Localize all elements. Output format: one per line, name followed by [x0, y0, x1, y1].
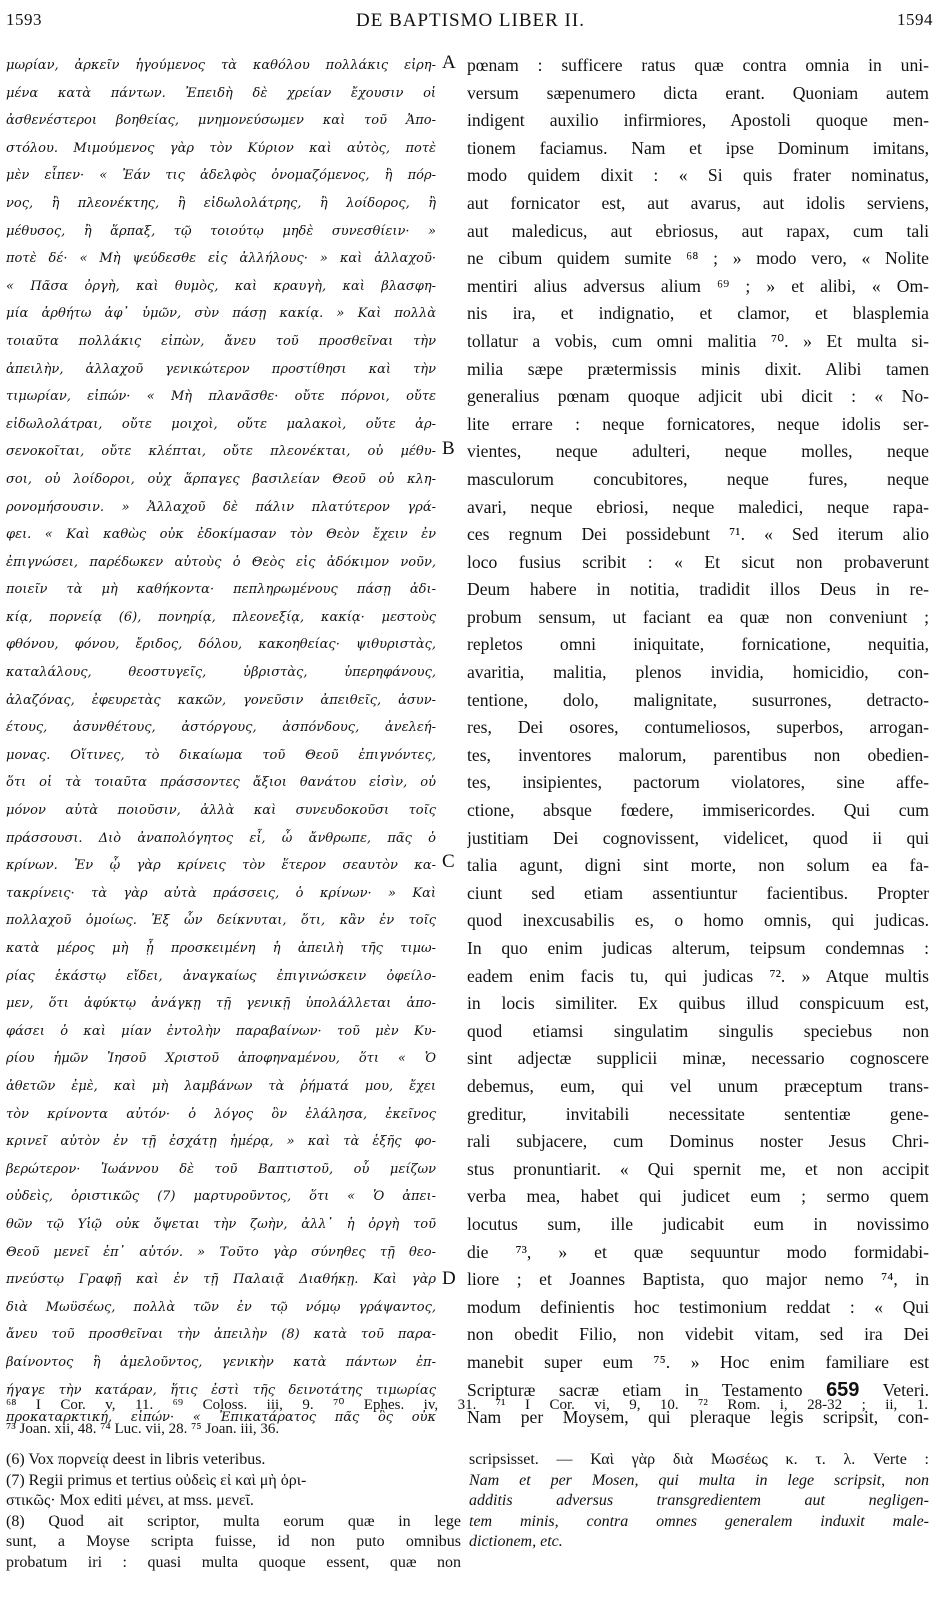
margin-letter-a: A: [442, 52, 456, 73]
margin-letter-b: B: [442, 438, 455, 459]
greek-text-line: διὰ Μωϋσέως, πολλὰ τῶν ἐν τῷ νόμῳ γράψαντος,: [6, 1299, 436, 1315]
greek-text-line: νος, ἢ πλεονέκτης, ἢ εἰδωλολάτρης, ἢ λοίδορος, ἢ: [6, 195, 436, 211]
latin-text-line: locutus sum, ille judicabit eum in novissimo: [467, 1213, 929, 1234]
latin-text-line: nis ira, et indignatio, et clamor, et blasplemia: [467, 303, 929, 324]
latin-text-line: quod inexcusabilis es, o homo omnis, qui judicas.: [467, 910, 929, 931]
latin-text-line: rali subjacere, cum Dominus noster Jesus Chri-: [467, 1131, 929, 1152]
greek-text-line: ἄνευ τοῦ προσθεῖναι τὴν ἀπειλὴν (8) κατὰ τοῦ παρα-: [6, 1327, 436, 1343]
greek-text-line: φάσει ὁ καὶ μίαν ἐντολὴν παραβαίνων· τοῦ μὲν Κυ-: [6, 1023, 436, 1039]
latin-text-line: generalius pœnam quoque adjicit ubi dicit : « No-: [467, 386, 929, 407]
latin-text-line: milia sæpe prætermissis minis dixit. Alibi tamen: [467, 358, 929, 379]
latin-text-line: ces regnum Dei possidebunt ⁷¹. « Sed iterum alio: [467, 524, 929, 545]
margin-letter-d: D: [442, 1268, 456, 1289]
latin-text-line: liore ; et Joannes Baptista, quo major nemo ⁷⁴, in: [467, 1269, 929, 1290]
greek-text-line: ρονομήσουσιν. » Ἀλλαχοῦ δὲ πάλιν πλατύτερον γρά-: [6, 499, 436, 515]
greek-text-line: « Πᾶσα ὀργὴ, καὶ θυμὸς, καὶ κραυγὴ, καὶ βλασφη-: [6, 278, 436, 294]
greek-text-line: ἀλαζόνας, ἐφευρετὰς κακῶν, γονεῦσιν ἀπειθεῖς, ἀσυν-: [6, 692, 436, 708]
greek-text-line: τιμωρίαν, εἰπών· « Μὴ πλανᾶσθε· οὔτε πόρνοι, οὔτε: [6, 389, 436, 405]
greek-text-line: τακρίνεις· τὰ γὰρ αὐτὰ πράσσεις, ὁ κρίνων· » Καὶ: [6, 885, 436, 901]
greek-text-line: ρίας ἑκάστῳ εἴδει, ἀναγκαίως ἐπιγινώσκειν ὀφείλο-: [6, 968, 436, 984]
note-line: sunt, a Moyse scripta fuisse, id non puto omnibus: [6, 1533, 461, 1550]
greek-text-line: οὐδεὶς, ὁριστικῶς (7) μαρτυροῦντος, ὅτι « Ὁ ἀπει-: [6, 1189, 436, 1205]
greek-text-line: ρίου ἡμῶν Ἰησοῦ Χριστοῦ ἀποφηναμένου, ὅτι « Ὁ: [6, 1051, 436, 1067]
greek-text-line: ἀθετῶν ἐμὲ, καὶ μὴ λαμβάνων τὰ ῥήματά μου, ἔχει: [6, 1078, 436, 1094]
greek-text-line: σοι, οὐ λοίδοροι, οὐχ ἅρπαγες βασιλείαν Θεοῦ οὐ κλη-: [6, 471, 436, 487]
greek-text-line: μία ἀρθήτω ἀφ᾽ ὑμῶν, σὺν πάσῃ κακίᾳ. » Καὶ πολλὰ: [6, 306, 436, 322]
notes-right-column: [469, 1450, 929, 1553]
note-line: tem minis, contra omnes generalem induxit male-: [469, 1512, 929, 1530]
greek-column: [6, 52, 436, 1432]
column-number-marker: 659: [826, 1378, 860, 1401]
latin-text-line: modum definientis hoc testimonium reddat : « Qui: [467, 1296, 929, 1317]
latin-text-line: pœnam : sufficere ratus quæ contra omnia in uni-: [467, 55, 929, 75]
greek-text-line: πνεύστῳ Γραφῇ καὶ ἐν τῇ Παλαιᾷ Διαθήκῃ. Καὶ γὰρ: [6, 1272, 436, 1288]
greek-text-line: έτους, ἀσυνθέτους, ἀστόργους, ἀσπόνδους, ἀνελεή-: [6, 720, 436, 736]
greek-text-line: ἐπιγνώσει, παρέδωκεν αὐτοὺς ὁ Θεὸς εἰς ἀδόκιμον νοῦν,: [6, 554, 436, 570]
latin-text-line: probum sensum, ut faciant ea quæ non conveniunt ;: [467, 606, 929, 627]
note-line: στικῶς· Mox editi μένει, at mss. μενεῖ.: [6, 1492, 254, 1509]
latin-text-line: manebit super eum ⁷⁵. » Hoc enim familiare est: [467, 1351, 929, 1372]
greek-text-line: μωρίαν, ἀρκεῖν ἡγούμενος τὰ καθόλου πολλάκις εἰρη-: [6, 58, 436, 73]
latin-text-line: avari, neque ebriosi, neque maledici, neque rapa-: [467, 496, 929, 517]
latin-text-line: modo quidem dixit : « Si quis frater nominatus,: [467, 165, 929, 186]
latin-text-line: aut maledicus, aut ebriosus, aut rapax, cum tali: [467, 220, 929, 241]
reference-line: ⁷³ Joan. xii, 48. ⁷⁴ Luc. vii, 28. ⁷⁵ Joan. iii, 36.: [6, 1421, 280, 1437]
latin-text-line: eadem enim facis tu, qui judicas ⁷². » Atque multis: [467, 965, 929, 986]
note-line: (7) Regii primus et tertius οὐδεὶς εἰ καὶ μὴ ὁρι-: [6, 1471, 307, 1489]
latin-text-line: debemus, eum, qui vel unum præceptum trans-: [467, 1075, 929, 1096]
page-number-left: 1593: [6, 10, 42, 29]
latin-text-line: loco fusius scribit : « Et sicut non probaverunt: [467, 551, 929, 572]
latin-text-line: aut fornicator est, aut avarus, aut idolis serviens,: [467, 192, 929, 213]
scripture-references: [6, 1393, 928, 1441]
latin-text-line: talia agunt, digni sint morte, non solum ea fa-: [467, 855, 929, 876]
latin-text-line: vientes, neque adulteri, neque molles, neque: [467, 441, 929, 462]
latin-text-line: res, Dei osores, contumeliosos, superbos, arrogan-: [467, 717, 929, 738]
latin-text-line: versum sæpenumero dicta erant. Quoniam autem: [467, 82, 929, 103]
running-title: DE BAPTISMO LIBER II.: [356, 10, 585, 31]
greek-text-line: ἀπειλὴν, ἀλλαχοῦ γενικώτερον προστίθησι καὶ τὴν: [6, 361, 436, 377]
note-line: additis adversus transgredientem aut negligen-: [469, 1492, 929, 1509]
greek-text-line: Θεοῦ μενεῖ ἐπ᾽ αὐτόν. » Τοῦτο γὰρ σύνηθες τῇ θεο-: [6, 1244, 436, 1260]
latin-text-line: justitiam Dei cognovissent, videlicet, quod ii qui: [467, 827, 929, 848]
greek-text-line: μὲν εἶπεν· « Ἐάν τις ἀδελφὸς ὀνομαζόμενος, ἢ πόρ-: [6, 168, 436, 184]
latin-text-line: quod etiamsi singulatim singulis speciebus non: [467, 1020, 929, 1041]
greek-text-line: ὅτι οἱ τὰ τοιαῦτα πράσσοντες ἄξιοι θανάτου εἰσὶν, οὐ: [6, 775, 436, 791]
latin-text-line: tes, inventores malorum, parentibus non obedien-: [467, 744, 929, 765]
greek-text-line: μέθυσος, ἢ ἅρπαξ, τῷ τοιούτῳ μηδὲ συνεσθίειν· »: [6, 223, 436, 239]
greek-text-line: βερώτερον· Ἰωάννου δὲ τοῦ Βαπτιστοῦ, οὗ μείζων: [6, 1161, 436, 1177]
greek-text-line: ἀσθενέστεροι βοηθείας, μνημονεύσωμεν καὶ τοῦ Ἀπο-: [6, 113, 436, 129]
greek-text-line: μονας. Οἵτινες, τὸ δικαίωμα τοῦ Θεοῦ ἐπιγνόντες,: [6, 747, 436, 763]
greek-text-line: ήγαγε τὴν κατάραν, ἥτις ἐστὶ τῆς δεινοτάτης τιμωρίας: [6, 1382, 436, 1398]
latin-text-line: sint adjectæ supplicii minæ, necessario cognoscere: [467, 1048, 929, 1069]
greek-text-line: ποτὲ δέ· « Μὴ ψεύδεσθε εἰς ἀλλήλους· » καὶ ἀλλαχοῦ·: [6, 251, 436, 267]
greek-text-line: τοιαῦτα πολλάκις εἰπὼν, ἄνευ τοῦ προσθεῖναι τὴν: [6, 333, 436, 349]
latin-text-line: in locis similiter. Ex quibus illud conspicuum est,: [467, 993, 929, 1014]
latin-text-line: ciunt sed etiam assentiuntur facientibus. Propter: [467, 882, 929, 903]
greek-text-line: πολλαχοῦ ὁμοίως. Ἐξ ὧν δείκνυται, ὅτι, κἂν ἐν τοῖς: [6, 913, 436, 929]
latin-text-line: verba mea, habet qui judicet eum ; sermo quem: [467, 1186, 929, 1207]
note-line: (8) Quod ait scriptor, multa eorum quæ in lege: [6, 1512, 461, 1530]
latin-text-line: stus pronuntiarit. « Qui spernit me, et non accipit: [467, 1158, 929, 1179]
latin-text-fragment: Scripturæ sacræ etiam in Testamento: [467, 1379, 827, 1400]
greek-text-line: τὸν κρίνοντα αὐτόν· ὁ λόγος ὃν ἐλάλησα, ἐκεῖνος: [6, 1106, 436, 1122]
greek-text-line: πράσσουσι. Διὸ ἀναπολόγητος εἶ, ὦ ἄνθρωπε, πᾶς ὁ: [6, 830, 436, 846]
greek-text-line: εἰδωλολάτραι, οὔτε μοιχοὶ, οὔτε μαλακοὶ, οὔτε ἀρ-: [6, 416, 436, 432]
greek-text-line: μένα κατὰ πάντων. Ἐπειδὴ δὲ χρείαν ἔχουσιν οἱ: [6, 85, 436, 101]
latin-text-fragment: Veteri.: [859, 1379, 929, 1400]
greek-text-line: κρίνων. Ἐν ᾧ γὰρ κρίνεις τὸν ἕτερον σεαυτὸν κα-: [6, 858, 436, 874]
latin-text-line: non obedit Filio, non videbit vitam, sed ira Dei: [467, 1324, 929, 1345]
greek-text-line: μόνον αὐτὰ ποιοῦσιν, ἀλλὰ καὶ συνευδοκοῦσι τοῖς: [6, 803, 436, 819]
latin-text-line: lite errare : neque fornicatores, neque idolis ser-: [467, 413, 929, 434]
greek-text-line: βαίνοντος ἢ ἀμελοῦντος, γενικὴν κατὰ πάντων ἐπ-: [6, 1354, 436, 1370]
latin-text-line: avaritia, malitia, plenos invidia, homicidio, con-: [467, 662, 929, 683]
latin-text-line: die ⁷³, » et quæ sequuntur modo formidabi-: [467, 1241, 929, 1262]
latin-text-line: tionem faciamus. Nam et ipse Dominum imitans,: [467, 137, 929, 158]
greek-text-line: σενοκοῖται, οὔτε κλέπται, οὔτε πλεονέκται, οὐ μέθυ-: [6, 444, 436, 460]
latin-text-line: tollatur a vobis, cum omni malitia ⁷⁰. » Et multa si-: [467, 330, 929, 351]
reference-line: ⁶⁸ I Cor. v, 11. ⁶⁹ Coloss. iii, 9. ⁷⁰ Ephes. iv, 31. ⁷¹ I Cor. vi, 9, 10. ⁷² Rom. i, 28-32 ; ii, 1.: [6, 1397, 928, 1413]
latin-text-line: masculorum concubitores, neque fures, neque: [467, 468, 929, 489]
greek-text-line: μεν, ὅτι ἀφύκτῳ ἀνάγκῃ τῇ γενικῇ ὑπολάλλεται ἀπο-: [6, 996, 436, 1012]
greek-text-line: κρινεῖ αὐτὸν ἐν τῇ ἐσχάτῃ ἡμέρᾳ, » καὶ τὰ ἑξῆς φο-: [6, 1134, 436, 1150]
latin-text-line: tentione, dolo, malignitate, susurrones, detracto-: [467, 689, 929, 710]
greek-text-line: ποιεῖν τὰ μὴ καθήκοντα· πεπληρωμένους πάσῃ ἀδι-: [6, 582, 436, 598]
note-line: dictionem, etc.: [469, 1533, 563, 1550]
latin-text-line: tes, insipientes, pactorum violatores, sine affe-: [467, 772, 929, 793]
latin-text-line: repletos omni iniquitate, fornicatione, nequitia,: [467, 634, 929, 655]
latin-text-line: mentiri alius adversus alium ⁶⁹ ; » et alibi, « Om-: [467, 275, 929, 296]
greek-text-line: θῶν τῷ Υἱῷ οὐκ ὄψεται τὴν ζωὴν, ἀλλ᾽ ἡ ὀργὴ τοῦ: [6, 1216, 436, 1232]
notes-left-column: [6, 1450, 461, 1573]
note-line: (6) Vox πορνείᾳ deest in libris veteribus.: [6, 1451, 266, 1468]
latin-text-line: greditur, invitabili necessitate sententiæ gene-: [467, 1103, 929, 1124]
latin-text-line: Deum habere in notitia, tradidit illos Deus in re-: [467, 579, 929, 600]
greek-text-line: καταλάλους, θεοστυγεῖς, ὑβριστὰς, ὑπερηφάνους,: [6, 665, 436, 681]
margin-letter-c: C: [442, 851, 455, 872]
latin-text-line: ne cibum quidem sumite ⁶⁸ ; » modo vero, « Nolite: [467, 248, 929, 269]
latin-text-line: ctione, absque fœdere, immisericordes. Qui cum: [467, 800, 929, 821]
latin-text-line: In quo enim judicas alterum, teipsum condemnas :: [467, 938, 929, 958]
greek-text-line: φθόνου, φόνου, ἔριδος, δόλου, κακοηθείας· ψιθυριστὰς,: [6, 637, 436, 653]
latin-column: [467, 52, 929, 1432]
greek-text-line: κίᾳ, πορνείᾳ (6), πονηρίᾳ, πλεονεξίᾳ, κακίᾳ· μεστοὺς: [6, 609, 436, 625]
greek-text-line: στόλου. Μιμούμενος γὰρ τὸν Κύριον καὶ αὐτὸς, ποτὲ: [6, 140, 436, 156]
latin-text-line: indigent auxilio infirmiores, Apostoli quoque men-: [467, 110, 929, 131]
note-line: Nam et per Mosen, qui multa in lege scripsit, non: [469, 1471, 929, 1489]
greek-text-line: φει. « Καὶ καθὼς οὐκ ἐδοκίμασαν τὸν Θεὸν ἔχειν ἐν: [6, 527, 436, 543]
page-number-right: 1594: [897, 10, 933, 29]
latin-text-line: Nam per Moysem, qui pleraque legis scripsit, con-: [467, 1407, 929, 1428]
note-line: probatum iri : quasi multa quoque essent, quæ non: [6, 1553, 461, 1571]
greek-text-line: προκαταρκτική, εἰπών· « Ἐπικατάρατος πᾶς ὃς οὐκ: [6, 1410, 436, 1426]
greek-text-line: κατὰ μέρος μὴ ᾖ προσκειμένη ἡ ἀπειλὴ τῆς τιμω-: [6, 941, 436, 956]
note-line: scripsisset. — Καὶ γὰρ διὰ Μωσέως κ. τ. λ. Verte :: [469, 1451, 929, 1468]
